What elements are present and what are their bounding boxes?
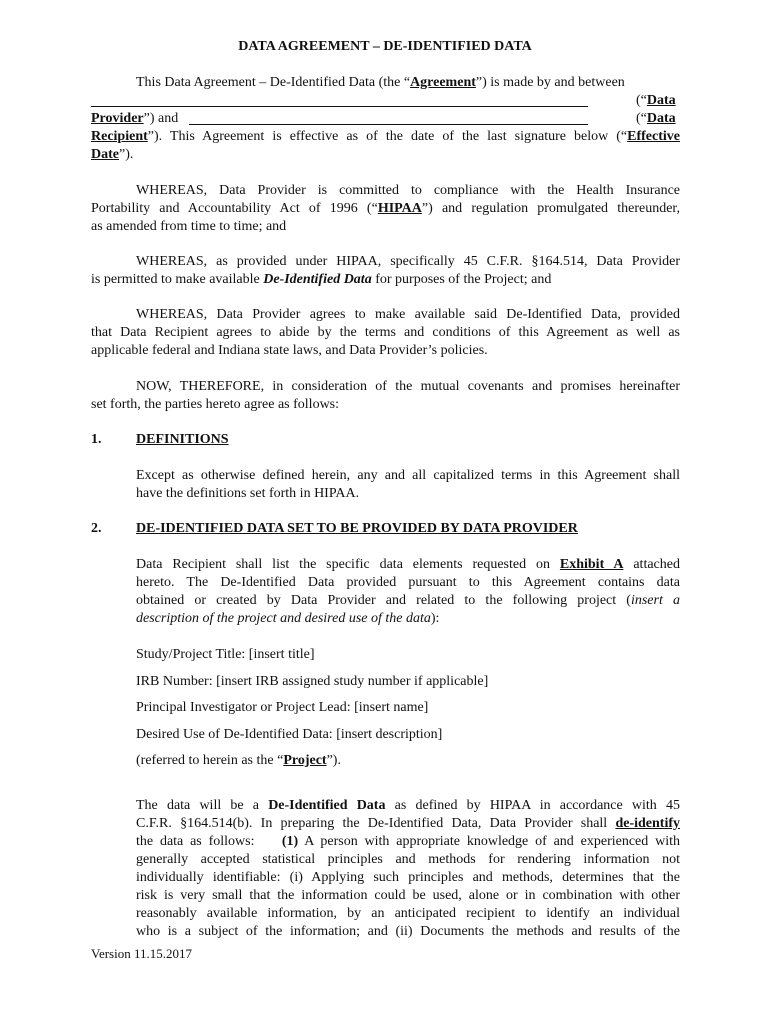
now-therefore-line-2: set forth, the parties hereto agree as follows: [91,397,340,412]
intro-line-5: Date”). [91,147,134,162]
section-2-p2-line-4: generally accepted statistical principles and methods for rendering information not [136,852,680,867]
section-2-heading: DE-IDENTIFIED DATA SET TO BE PROVIDED BY DATA PROVIDER [136,521,578,536]
whereas1-line-1: WHEREAS, Data Provider is committed to compliance with the Health Insurance [136,183,680,198]
whereas1-line-2: Portability and Accountability Act of 1996 (“HIPAA”) and regulation promulgated thereunder, [91,201,681,216]
study-title-line: Study/Project Title: [insert title] [136,647,315,662]
exhibit-a-term: Exhibit A [559,557,624,572]
now-therefore-line-1: NOW, THEREFORE, in consideration of the mutual covenants and promises hereinafter [136,379,680,394]
desired-use-line: Desired Use of De-Identified Data: [insert description] [136,727,443,742]
section-1-line-1: Except as otherwise defined herein, any and all capitalized terms in this Agreement shall [136,468,680,483]
referred-project-line: (referred to herein as the “Project”). [136,753,341,768]
data-provider-label: (“Data [636,93,676,108]
whereas2-line-2: is permitted to make available De-Identified Data for purposes of the Project; and [91,272,552,287]
section-2-p2-line-6: risk is very small that the information could be used, alone or in combination with other [136,888,680,903]
hipaa-term: HIPAA [377,201,422,216]
section-2-p1-line-2: hereto. The De-Identified Data provided pursuant to this Agreement contains data [136,575,680,590]
whereas3-line-1: WHEREAS, Data Provider agrees to make available said De-Identified Data, provided [136,307,680,322]
section-1-line-2: have the definitions set forth in HIPAA. [136,486,360,501]
data-provider-blank-line [91,106,588,107]
data-recipient-blank-line [189,124,588,125]
section-2-p2-line-7: reasonably available information, by an anticipated recipient to identify an individual [136,906,680,921]
whereas1-line-3: as amended from time to time; and [91,219,287,234]
section-2-p1-line-3: obtained or created by Data Provider and related to the following project (insert a [136,593,681,608]
agreement-term: Agreement [410,75,476,90]
section-2-p1-line-1: Data Recipient shall list the specific data elements requested on Exhibit A attached [136,557,680,572]
intro-line-1: This Data Agreement – De-Identified Data (the “Agreement”) is made by and between [136,75,625,90]
section-1-number: 1. [91,432,102,447]
project-term: Project [283,753,327,768]
de-identified-data-term: De-Identified Data [263,272,372,287]
whereas2-line-1: WHEREAS, as provided under HIPAA, specifically 45 C.F.R. §164.514, Data Provider [136,254,680,269]
intro-line-3: Provider”) and [91,111,179,126]
section-1-heading: DEFINITIONS [136,432,229,447]
section-2-p2-line-2: C.F.R. §164.514(b). In preparing the De-Identified Data, Data Provider shall de-identify [136,816,680,831]
principal-investigator-line: Principal Investigator or Project Lead: [insert name] [136,700,429,715]
section-2-p2-line-3: the data as follows: (1) A person with appropriate knowledge of and experienced with [136,834,680,849]
data-recipient-label: (“Data [636,111,676,126]
version-footer: Version 11.15.2017 [91,946,192,961]
section-2-p1-line-4: description of the project and desired use of the data): [136,611,440,626]
section-2-p2-line-5: individually identifiable: (i) Applying such principles and methods, determines that the [136,870,680,885]
whereas3-line-3: applicable federal and Indiana state laws, and Data Provider’s policies. [91,343,488,358]
intro-line-4: Recipient”). This Agreement is effective as of the date of the last signature below (“Effective [91,129,680,144]
irb-number-line: IRB Number: [insert IRB assigned study number if applicable] [136,674,489,689]
section-2-p2-line-1: The data will be a De-Identified Data as defined by HIPAA in accordance with 45 [136,798,680,813]
section-2-p2-line-8: who is a subject of the information; and (ii) Documents the methods and results of the [136,924,680,939]
whereas3-line-2: that Data Recipient agrees to abide by the terms and conditions of this Agreement as well as [91,325,680,340]
section-2-number: 2. [91,521,102,536]
de-identify-term: de-identify [615,816,680,831]
document-title: DATA AGREEMENT – DE-IDENTIFIED DATA [238,39,532,54]
